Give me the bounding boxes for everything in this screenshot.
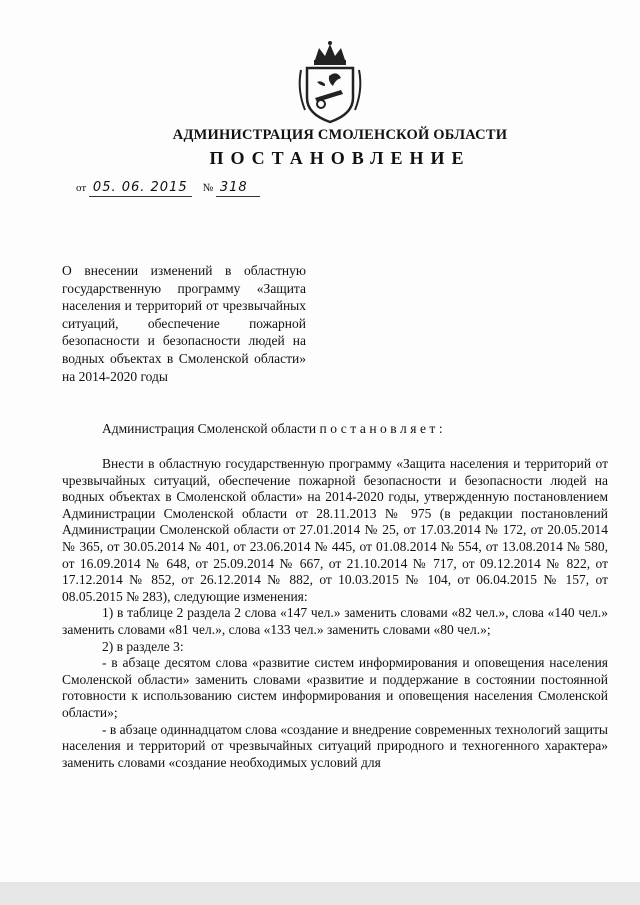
body-paragraph: - в абзаце десятом слова «развитие систем информирования и оповещения населения Смоленской области» заменить словами «развитие и поддержание в состоянии постоянной готовности к использованию систем информирования и оповещения населения Смоленской области»; <box>62 655 608 720</box>
number-sign: № <box>202 182 214 194</box>
document-body <box>62 456 608 771</box>
document-number: 318 <box>219 180 248 195</box>
decree-verb: постановляет: <box>319 421 447 436</box>
coat-of-arms-icon <box>295 40 365 126</box>
date-field <box>89 180 192 197</box>
date-prefix: от <box>76 182 87 194</box>
body-paragraph: 1) в таблице 2 раздела 2 слова «147 чел.» заменить словами «82 чел.», слова «140 чел.» заменить словами «81 чел.», слова «133 чел.» заменить словами «80 чел.»; <box>62 605 608 637</box>
document-type-title: ПОСТАНОВЛЕНИЕ <box>209 148 471 168</box>
organization-name: АДМИНИСТРАЦИЯ СМОЛЕНСКОЙ ОБЛАСТИ <box>172 127 508 143</box>
decree-intro <box>102 421 446 437</box>
date-number-line <box>76 180 260 197</box>
document-subject: О внесении изменений в областную государственную программу «Защита населения и территорий от чрезвычайных ситуаций, обеспечение пожарной безопасности и безопасности людей на водных объектах в Смоленской области» на 2014-2020 годы <box>62 263 306 384</box>
date-value: 05. 06. 2015 <box>92 180 188 195</box>
scan-bottom-edge <box>0 882 640 905</box>
body-paragraph: Внести в областную государственную программу «Защита населения и территорий от чрезвычайных ситуаций, обеспечение пожарной безопасности и безопасности людей на водных объектах в Смоленской области» на 2014-2020 годы, утвержденную постановлением Администрации Смоленской области от 28.11.2013 № 975 (в редакции постановлений Администрации Смоленской области от 27.01.2014 № 25, от 17.03.2014 № 172, от 20.05.2014 № 365, от 30.05.2014 № 401, от 23.06.2014 № 445, от 01.08.2014 № 554, от 13.08.2014 № 580, от 16.09.2014 № 648, от 25.09.2014 № 667, от 21.10.2014 № 717, от 09.12.2014 № 822, от 17.12.2014 № 852, от 26.12.2014 № 882, от 10.03.2015 № 104, от 06.04.2015 № 157, от 08.05.2015 № 283), следующие изменения: <box>62 456 608 604</box>
number-field <box>216 180 260 197</box>
decree-issuer: Администрация Смоленской области <box>102 421 317 436</box>
body-paragraph: - в абзаце одиннадцатом слова «создание и внедрение современных технологий защиты населения и территорий от чрезвычайных ситуаций природного и техногенного характера» заменить словами «создание необходимых условий для <box>62 721 608 770</box>
body-paragraph: 2) в разделе 3: <box>102 638 184 654</box>
